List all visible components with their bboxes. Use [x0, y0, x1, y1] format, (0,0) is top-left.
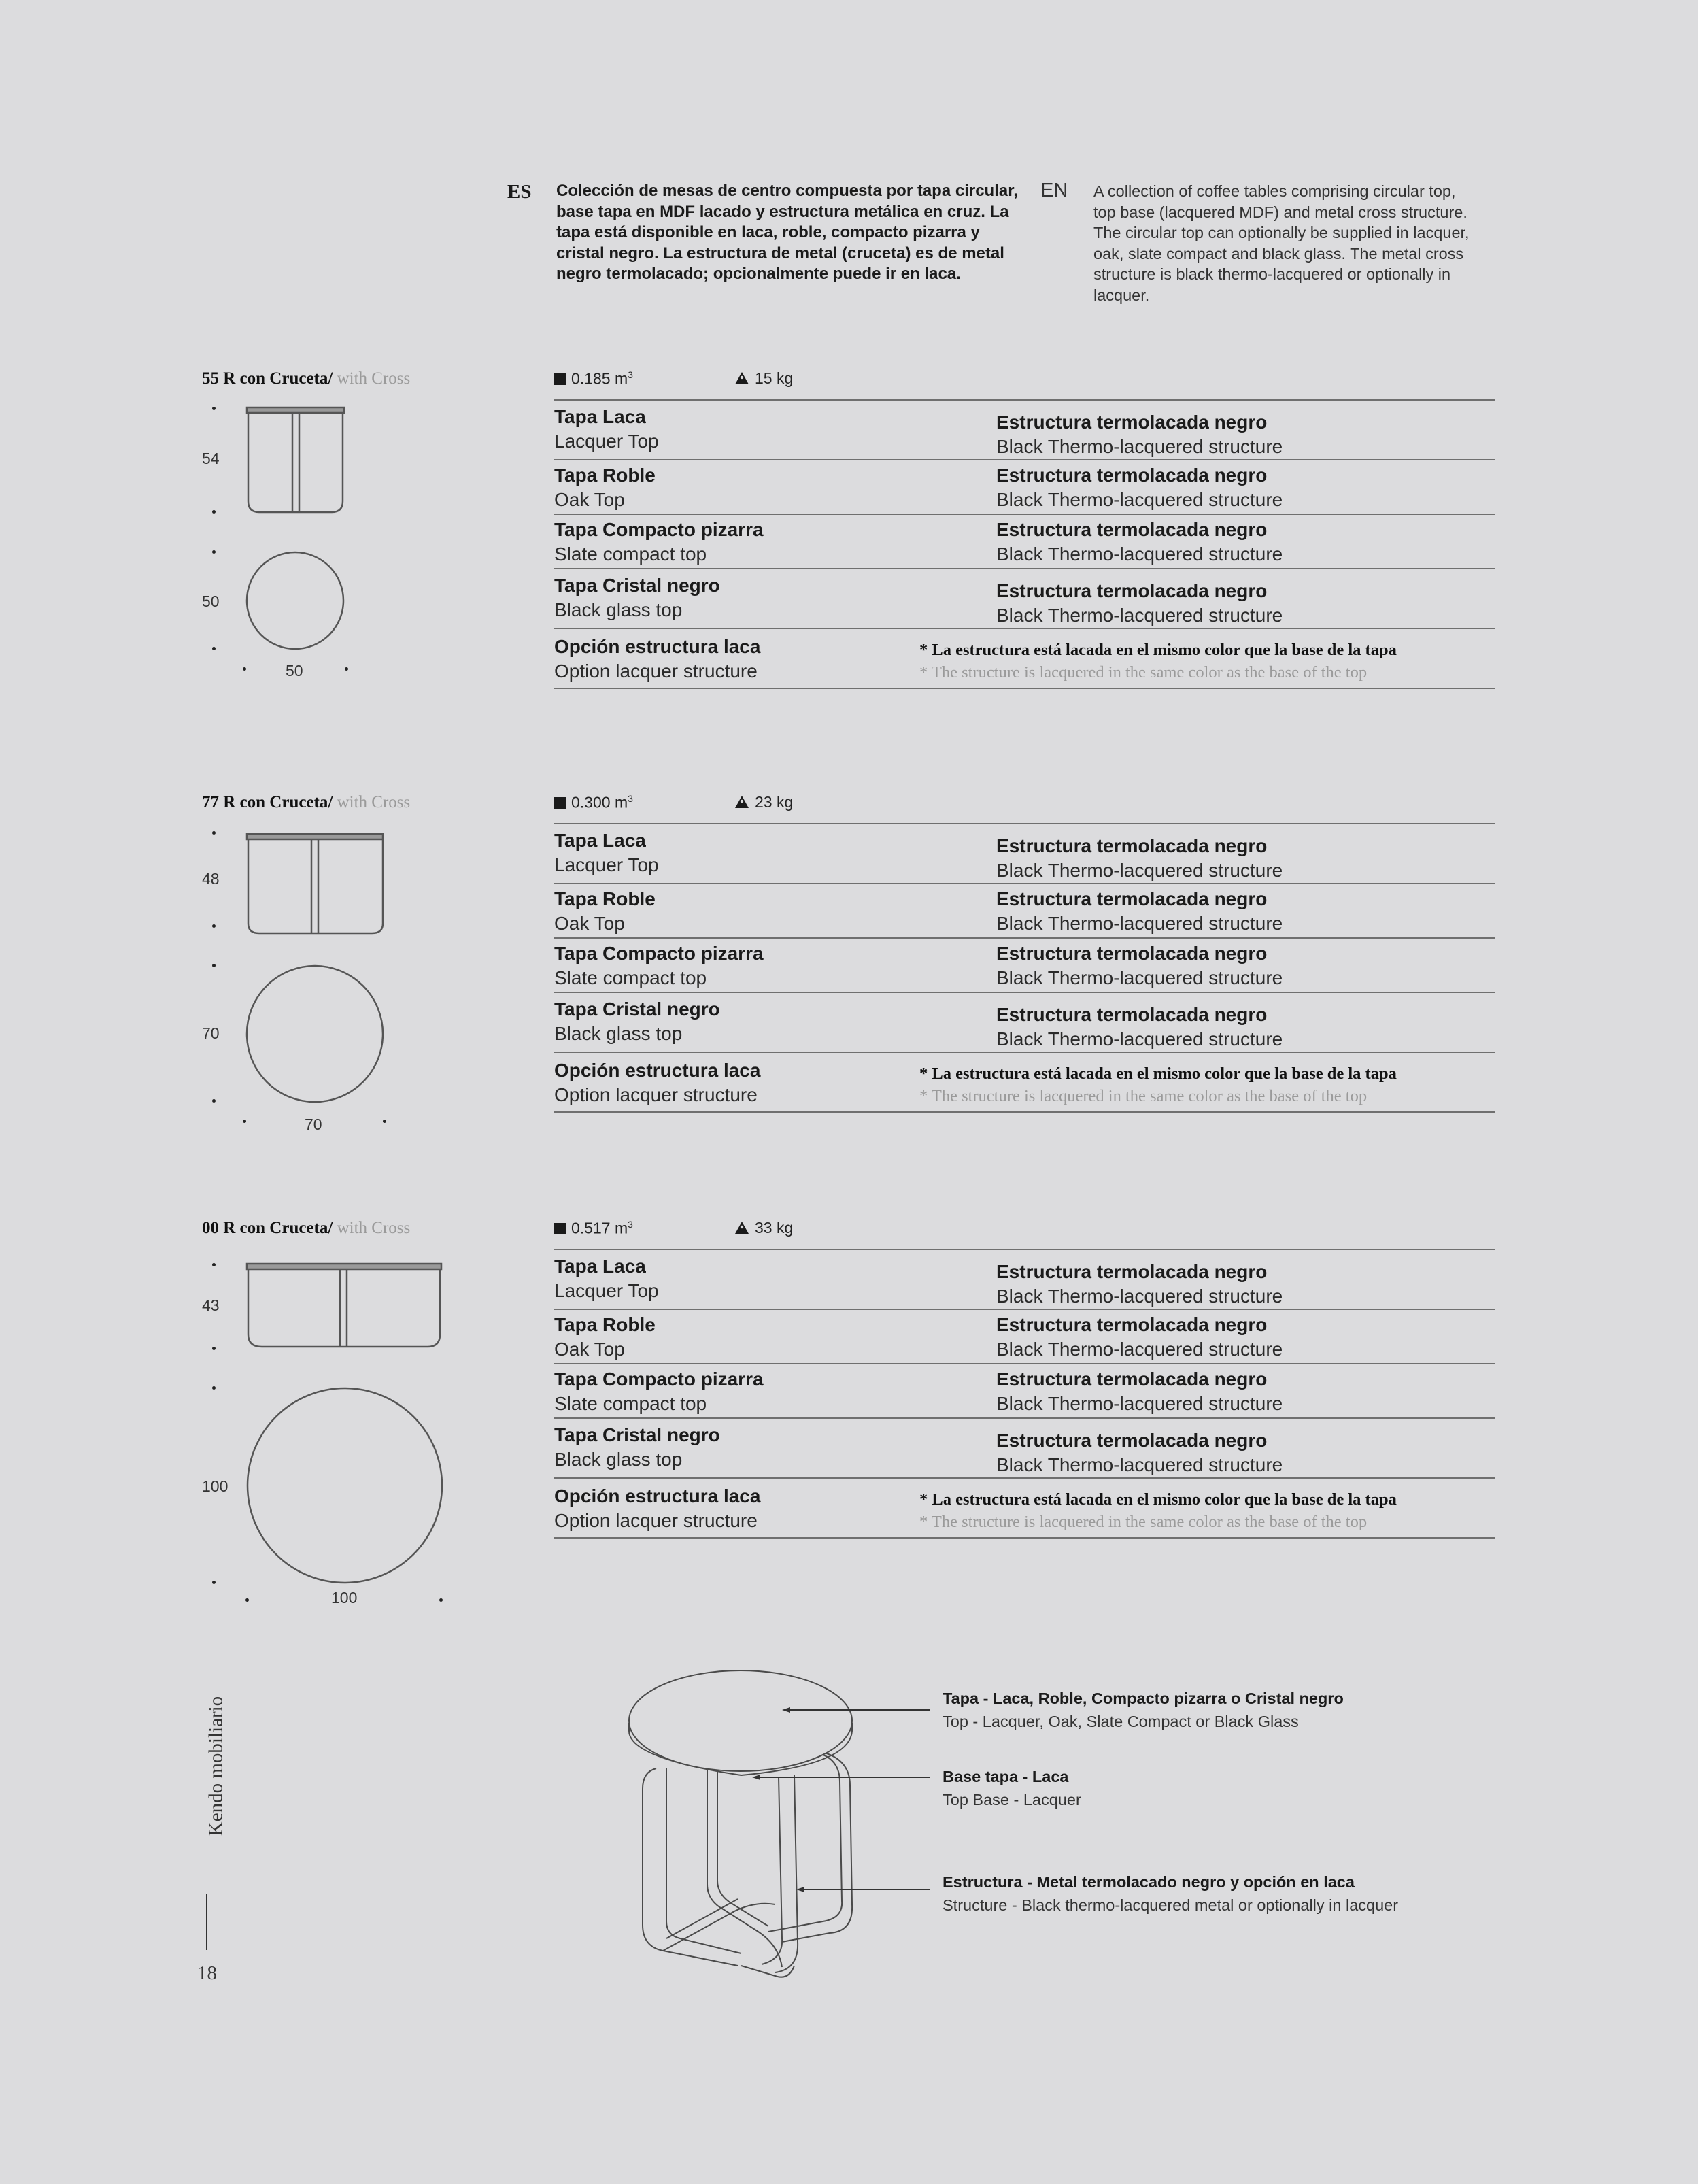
footer-divider — [206, 1894, 207, 1950]
height-dimension: 48 — [202, 870, 220, 888]
product-title: 00 R con Cruceta/ with Cross — [202, 1219, 411, 1237]
height-dimension: 43 — [202, 1296, 220, 1314]
option-row: Opción estructura laca Option lacquer structure * La estructura está lacada en el mismo color que la base de la tapa * The structure is lacquered in the same color as the base of the top — [554, 1053, 1495, 1113]
table-row: Tapa Roble Oak Top Estructura termolacada negro Black Thermo-lacquered structure — [554, 1310, 1495, 1364]
weight-spec: 23 kg — [734, 793, 793, 811]
callout-top: Tapa - Laca, Roble, Compacto pizarra o Cristal negro Top - Lacquer, Oak, Slate Compact or Black Glass — [943, 1690, 1344, 1730]
table-row: Tapa Cristal negro Black glass top Estructura termolacada negro Black Thermo-lacquered structure — [554, 993, 1495, 1053]
width-dimension: 100 — [331, 1589, 358, 1607]
brand-name: Kendo mobiliario — [205, 1696, 227, 1836]
table-row: Tapa Laca Lacquer Top Estructura termolacada negro Black Thermo-lacquered structure — [554, 1250, 1495, 1310]
intro-text-es: Colección de mesas de centro compuesta por tapa circular, base tapa en MDF lacado y estructura metálica en cruz. La tapa está disponible en laca, roble, compacto pizarra y cristal negro. La estructura de metal (cruceta) es de metal negro termolacado; opcionalmente puede ir en laca. — [556, 182, 1018, 283]
option-row: Opción estructura laca Option lacquer structure * La estructura está lacada en el mismo color que la base de la tapa * The structure is lacquered in the same color as the base of the top — [554, 629, 1495, 689]
callout-structure: Estructura - Metal termolacado negro y opción en laca Structure - Black thermo-lacquered metal or optionally in lacquer — [943, 1873, 1399, 1914]
lang-label-es: ES — [507, 181, 532, 203]
structure-note: * La estructura está lacada en el mismo color que la base de la tapa * The structure is lacquered in the same color as the base of the top — [919, 641, 1397, 682]
depth-dimension: 50 — [202, 592, 220, 610]
lang-label-en: EN — [1040, 180, 1068, 201]
table-row: Tapa Laca Lacquer Top Estructura termolacada negro Black Thermo-lacquered structure — [554, 401, 1495, 460]
table-row: Tapa Cristal negro Black glass top Estructura termolacada negro Black Thermo-lacquered structure — [554, 569, 1495, 629]
width-dimension: 50 — [286, 662, 303, 679]
height-dimension: 54 — [202, 450, 220, 467]
table-row: Tapa Compacto pizarra Slate compact top Estructura termolacada negro Black Thermo-lacquered structure — [554, 939, 1495, 993]
table-row: Tapa Roble Oak Top Estructura termolacada negro Black Thermo-lacquered structure — [554, 884, 1495, 939]
page-number: 18 — [197, 1962, 217, 1984]
weight-spec: 33 kg — [734, 1219, 793, 1237]
volume-spec: 0.300 $m^3$ — [554, 793, 633, 812]
callout-top-base: Base tapa - Laca Top Base - Lacquer — [943, 1768, 1081, 1809]
volume-spec: 0.185 $m^3$ — [554, 369, 633, 388]
width-dimension: 70 — [305, 1115, 322, 1133]
product-title: 77 R con Cruceta/ with Cross — [202, 793, 411, 811]
structure-note: * La estructura está lacada en el mismo color que la base de la tapa * The structure is lacquered in the same color as the base of the top — [919, 1064, 1397, 1105]
depth-dimension: 100 — [202, 1477, 228, 1495]
table-row: Tapa Compacto pizarra Slate compact top Estructura termolacada negro Black Thermo-lacquered structure — [554, 515, 1495, 569]
depth-dimension: 70 — [202, 1024, 220, 1042]
table-row: Tapa Laca Lacquer Top Estructura termolacada negro Black Thermo-lacquered structure — [554, 824, 1495, 884]
intro-text-en: A collection of coffee tables comprising circular top, top base (lacquered MDF) and metal cross structure. The circular top can optionally be supplied in lacquer, oak, slate compact and black glass. The metal cross structure is black thermo-lacquered or optionally in lacquer. — [1093, 182, 1470, 304]
product-title: 55 R con Cruceta/ with Cross — [202, 369, 411, 388]
table-row: Tapa Roble Oak Top Estructura termolacada negro Black Thermo-lacquered structure — [554, 460, 1495, 515]
table-row: Tapa Compacto pizarra Slate compact top Estructura termolacada negro Black Thermo-lacquered structure — [554, 1364, 1495, 1419]
structure-note: * La estructura está lacada en el mismo color que la base de la tapa * The structure is lacquered in the same color as the base of the top — [919, 1490, 1397, 1531]
table-row: Tapa Cristal negro Black glass top Estructura termolacada negro Black Thermo-lacquered structure — [554, 1419, 1495, 1479]
volume-spec: 0.517 $m^3$ — [554, 1219, 633, 1238]
weight-spec: 15 kg — [734, 369, 793, 388]
option-row: Opción estructura laca Option lacquer structure * La estructura está lacada en el mismo color que la base de la tapa * The structure is lacquered in the same color as the base of the top — [554, 1479, 1495, 1539]
